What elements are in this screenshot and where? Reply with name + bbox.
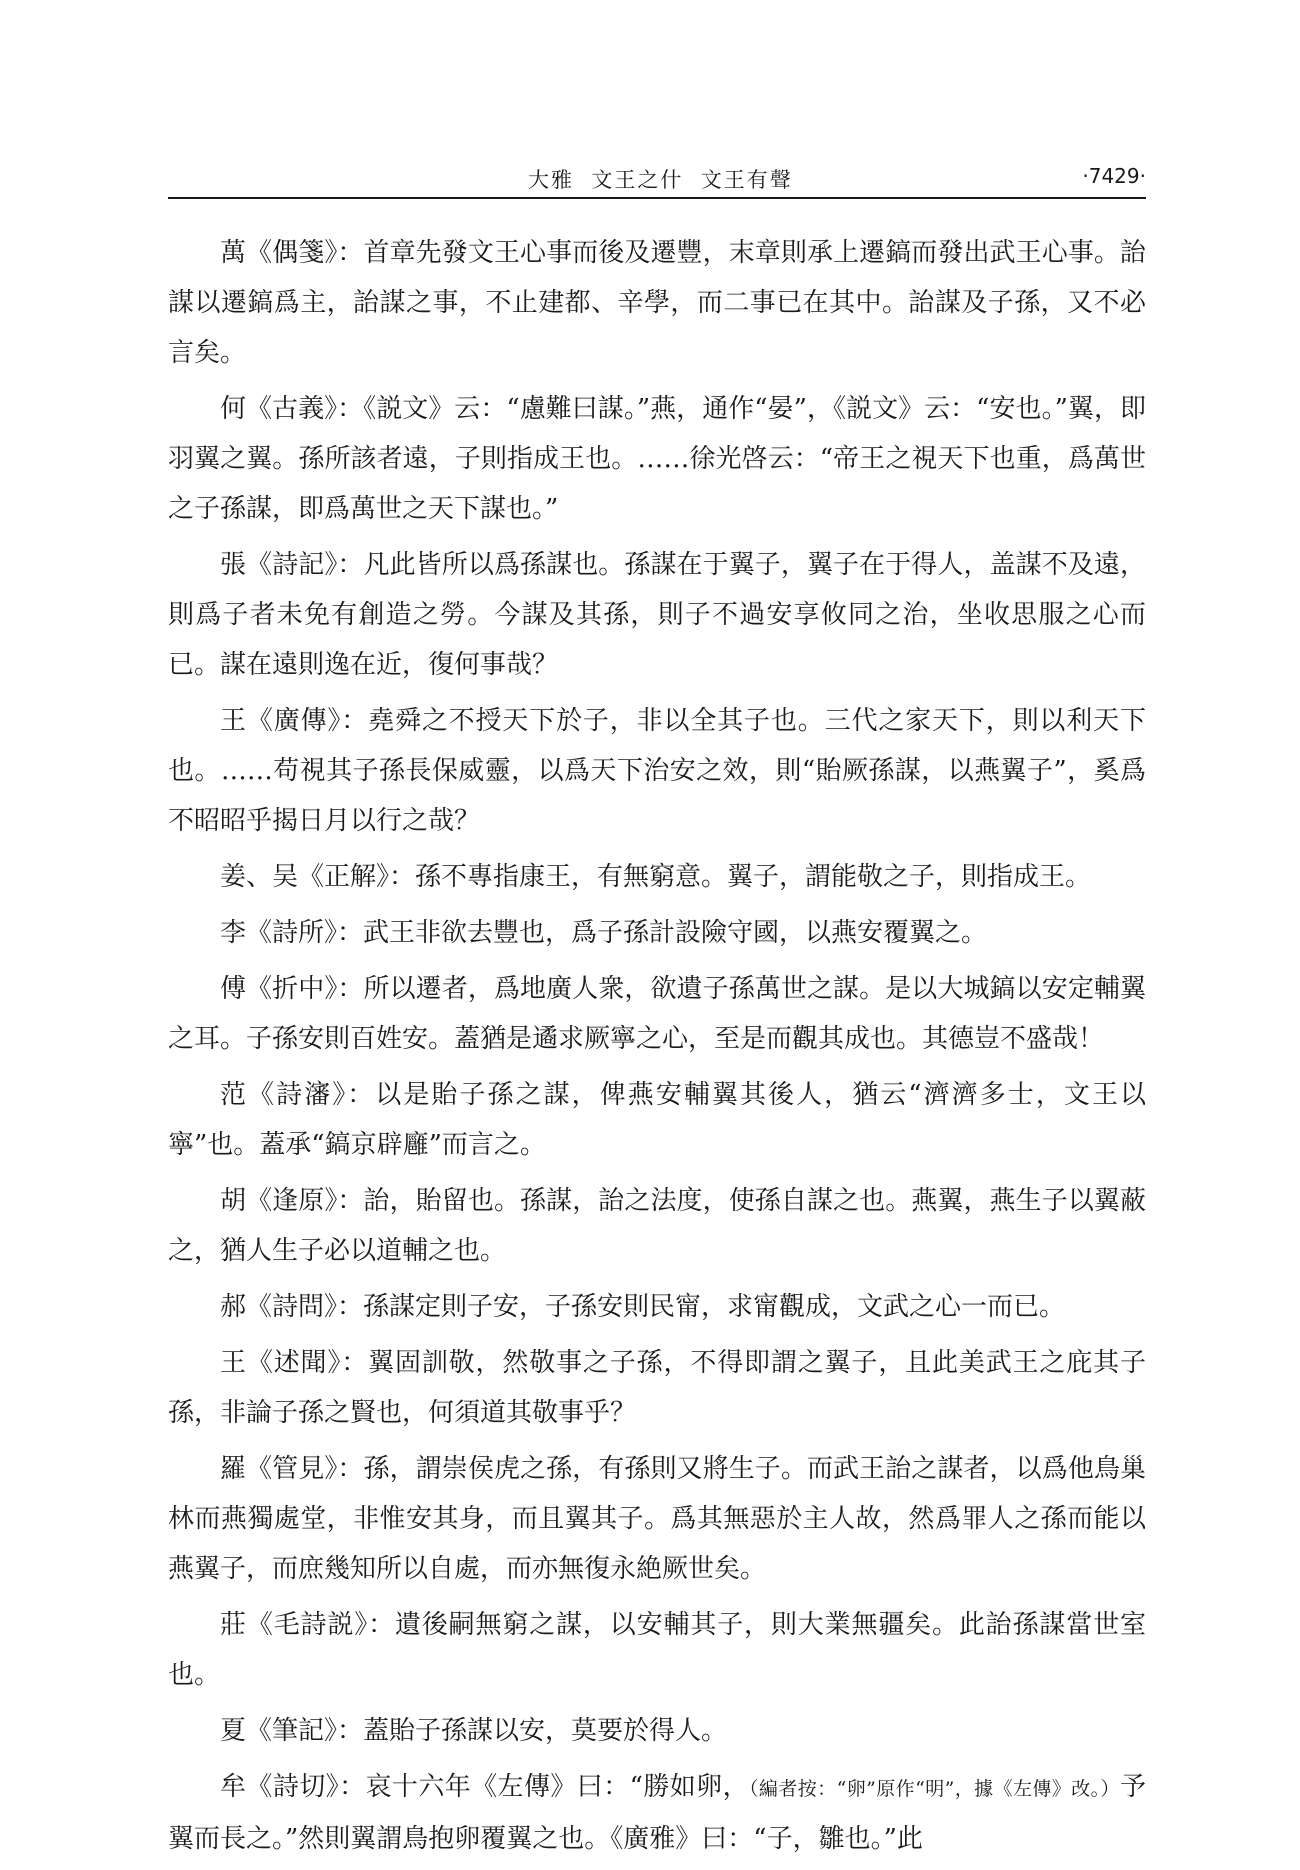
last-paragraph-continuation: 予翼而長之。”然則翼謂鳥抱卵覆翼之也。《廣雅》曰：“子，雛也。”此 [168, 1772, 1146, 1854]
commentary-paragraph: 何《古義》：《説文》云：“慮難曰謀。”燕，通作“晏”，《説文》云：“安也。”翼，即羽翼之翼。孫所該者遠，子則指成王也。……徐光啓云：“帝王之視天下也重，爲萬世之子孫謀，即爲萬世之天下謀也。” [168, 394, 1146, 524]
commentary-paragraph: 王《述聞》：翼固訓敬，然敬事之子孫，不得即謂之翼子，且此美武王之庇其子孫，非論子孫之賢也，何須道其敬事乎？ [168, 1348, 1146, 1428]
commentary-paragraph: 張《詩記》：凡此皆所以爲孫謀也。孫謀在于翼子，翼子在于得人，盖謀不及遠，則爲子者未免有創造之勞。今謀及其孫，則子不過安享攸同之治，坐收思服之心而已。謀在遠則逸在近，復何事哉？ [168, 550, 1146, 680]
running-header [168, 158, 1146, 198]
commentary-body [168, 228, 1146, 1870]
commentary-paragraph: 夏《筆記》：蓋貽子孫謀以安，莫要於得人。 [220, 1716, 728, 1746]
commentary-paragraph: 郝《詩問》：孫謀定則子安，子孫安則民甯，求甯觀成，文武之心一而已。 [220, 1292, 1066, 1322]
commentary-paragraph-last [168, 1762, 1146, 1864]
commentary-paragraph: 莊《毛詩説》：遺後嗣無窮之謀，以安輔其子，則大業無疆矣。此詒孫謀當世室也。 [168, 1610, 1146, 1690]
commentary-paragraph: 傅《折中》：所以遷者，爲地廣人衆，欲遺子孫萬世之謀。是以大城鎬以安定輔翼之耳。子孫安則百姓安。蓋猶是遹求厥寧之心，至是而觀其成也。其德豈不盛哉！ [168, 974, 1146, 1054]
header-rule [168, 197, 1146, 199]
page-number: ·7429· [1082, 164, 1146, 188]
header-title: 大雅 文王之什 文王有聲 [528, 168, 793, 192]
commentary-paragraph: 范《詩瀋》：以是貽子孫之謀，俾燕安輔翼其後人，猶云“濟濟多士，文王以寧”也。蓋承“鎬京辟廱”而言之。 [168, 1080, 1146, 1160]
commentary-paragraph: 王《廣傳》：堯舜之不授天下於子，非以全其子也。三代之家天下，則以利天下也。……苟視其子孫長保威靈，以爲天下治安之效，則“貽厥孫謀，以燕翼子”，奚爲不昭昭乎揭日月以行之哉？ [168, 706, 1146, 836]
last-paragraph-text: 牟《詩切》：哀十六年《左傳》曰：“勝如卵， [220, 1772, 749, 1802]
commentary-paragraph: 胡《逢原》：詒，貽留也。孫謀，詒之法度，使孫自謀之也。燕翼，燕生子以翼蔽之，猶人生子必以道輔之也。 [168, 1186, 1146, 1266]
commentary-paragraph: 李《詩所》：武王非欲去豐也，爲子孫計設險守國，以燕安覆翼之。 [220, 918, 988, 948]
commentary-paragraph: 姜、吴《正解》：孫不專指康王，有無窮意。翼子，謂能敬之子，則指成王。 [220, 862, 1092, 892]
commentary-paragraph: 羅《管見》：孫，謂崇侯虎之孫，有孫則又將生子。而武王詒之謀者，以爲他鳥巢林而燕獨處堂，非惟安其身，而且翼其子。爲其無惡於主人故，然爲罪人之孫而能以燕翼子，而庶幾知所以自處，而亦無復永絶厥世矣。 [168, 1454, 1146, 1584]
commentary-paragraph: 萬《偶箋》：首章先發文王心事而後及遷豐，末章則承上遷鎬而發出武王心事。詒謀以遷鎬爲主，詒謀之事，不止建都、辛學，而二事已在其中。詒謀及子孫，又不必言矣。 [168, 238, 1146, 368]
editor-note: （編者按：“卵”原作“明”，據《左傳》改。） [749, 1778, 1120, 1800]
